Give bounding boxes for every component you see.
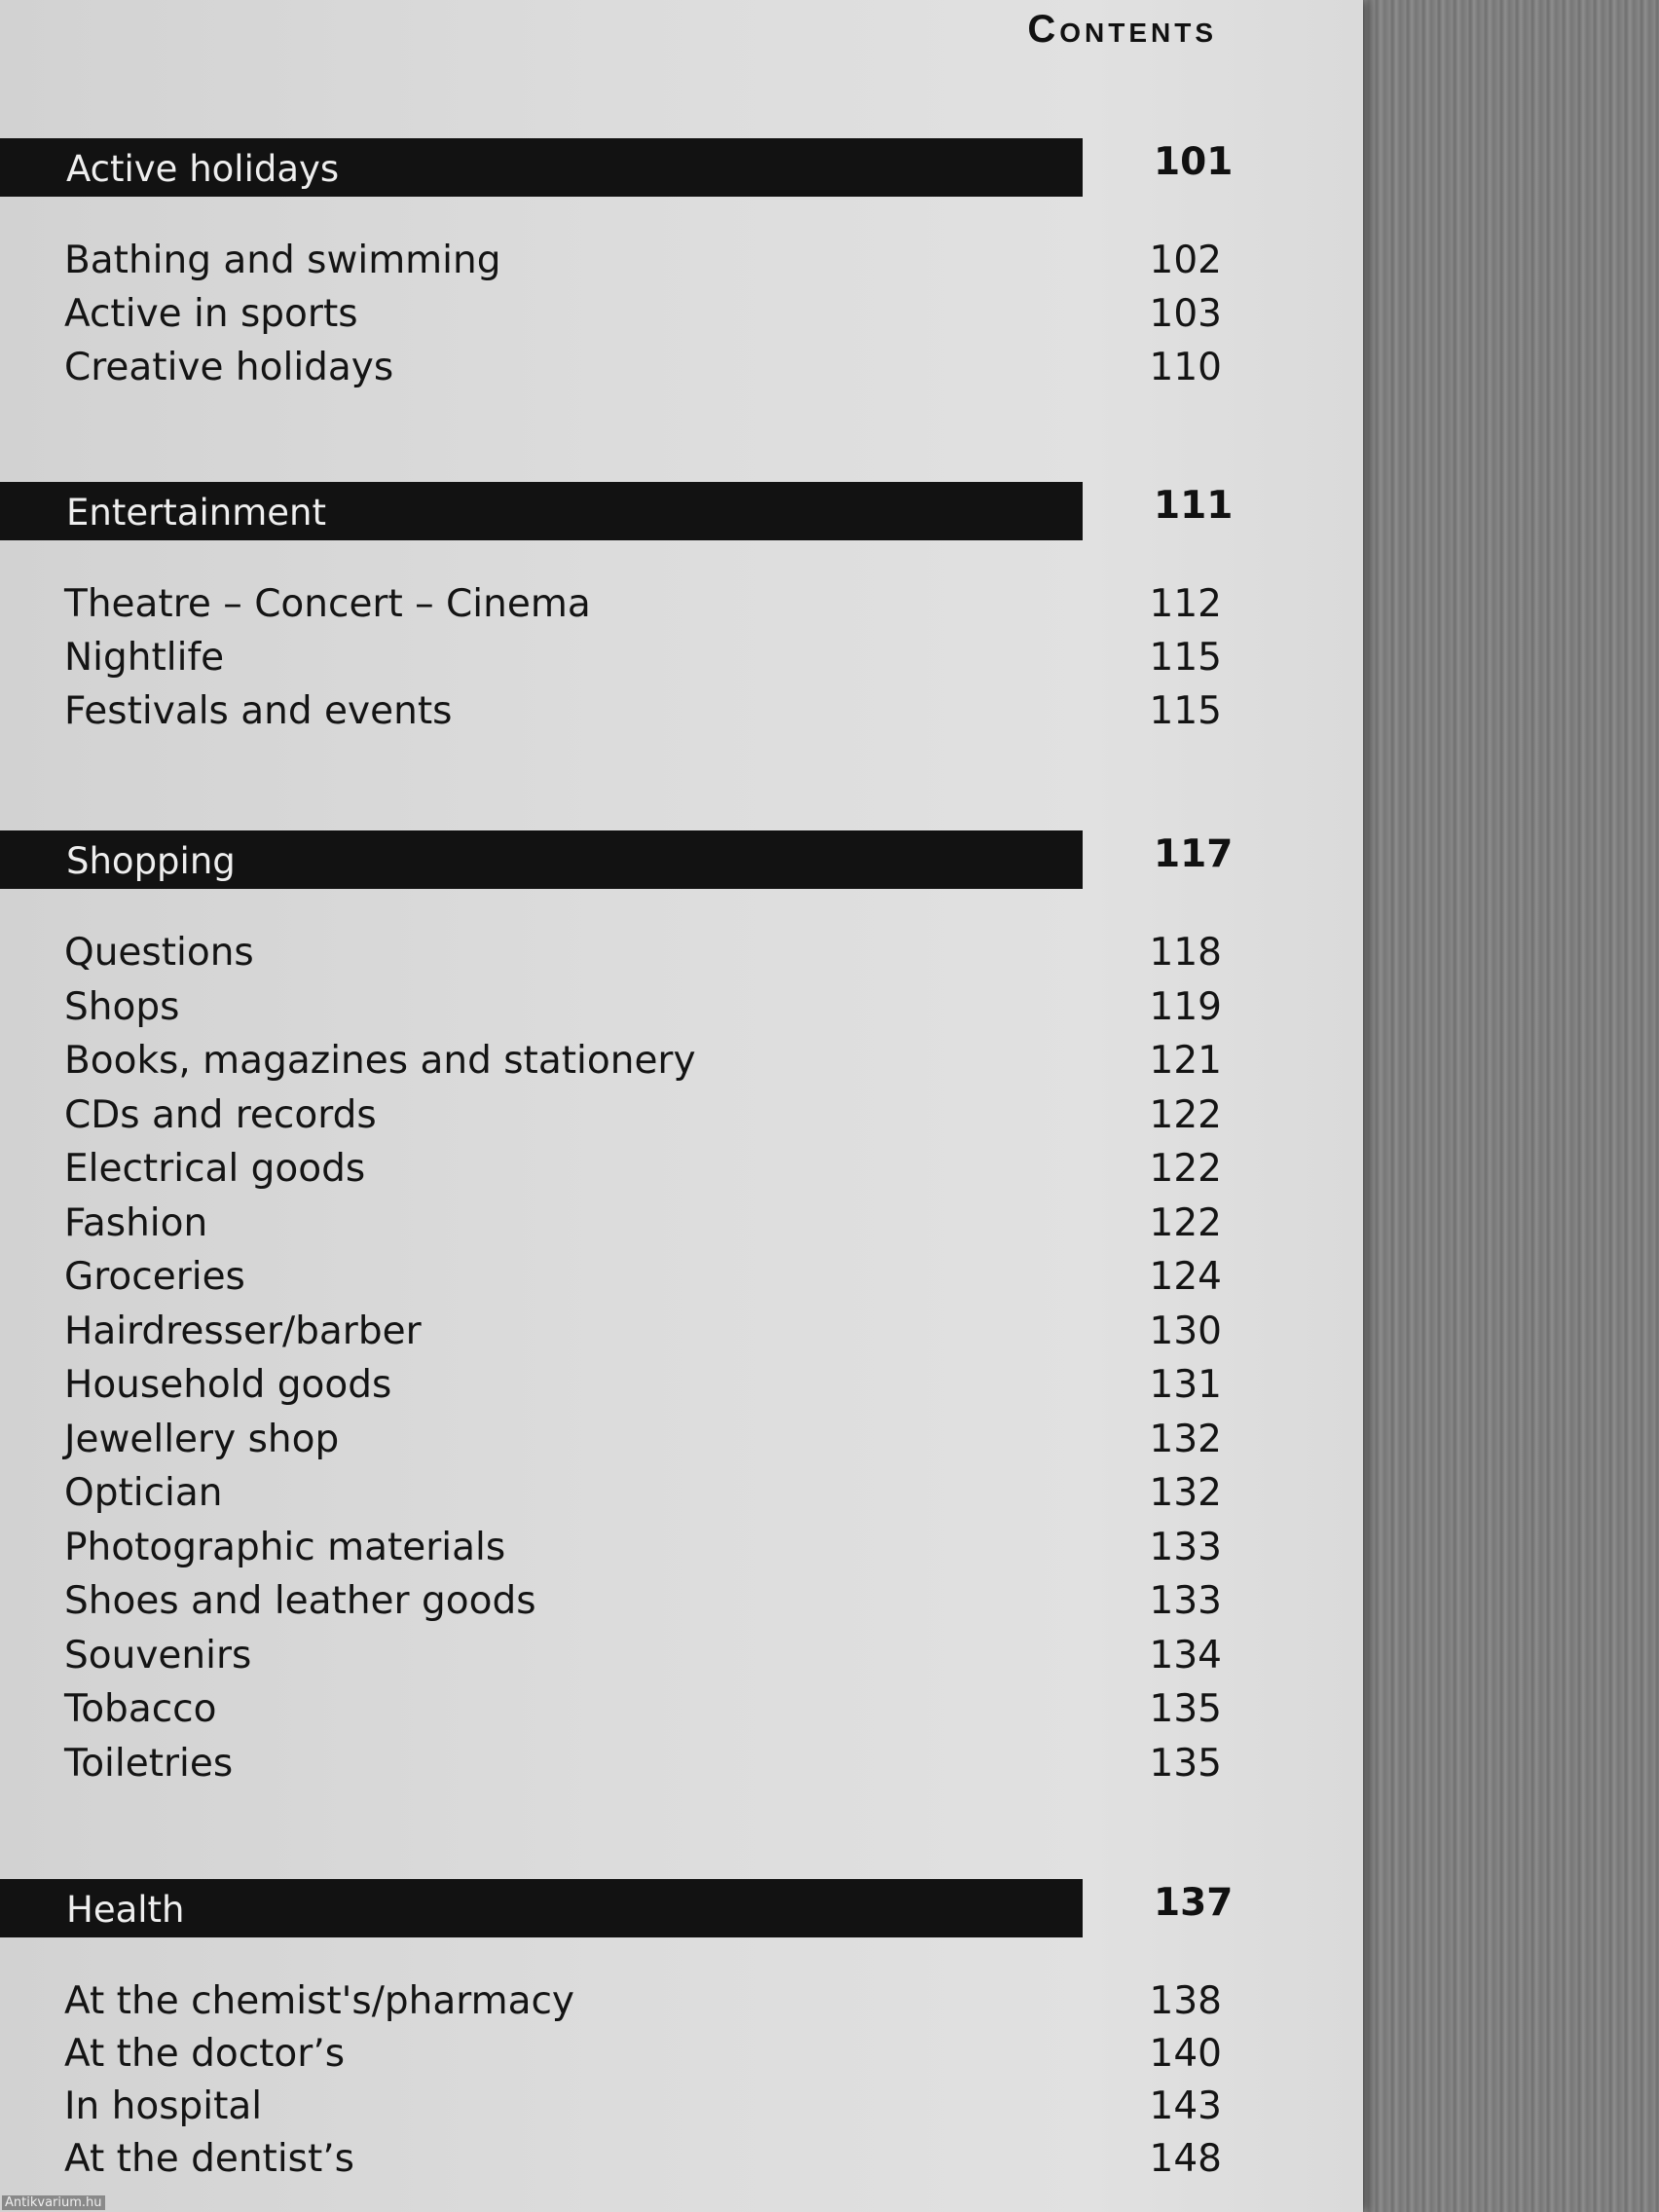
entry-page-number: 112 (1149, 582, 1222, 626)
list-item (0, 1093, 1363, 1147)
entry-label: In hospital (64, 2084, 263, 2128)
entry-page-number: 103 (1149, 292, 1222, 336)
section-page-number: 101 (1154, 140, 1234, 184)
entry-label: Groceries (64, 1255, 245, 1299)
entry-page-number: 132 (1149, 1471, 1222, 1515)
entry-page-number: 115 (1149, 636, 1222, 680)
entry-page-number: 130 (1149, 1309, 1222, 1353)
list-item (0, 1039, 1363, 1092)
entry-page-number: 118 (1149, 931, 1222, 975)
entry-page-number: 132 (1149, 1417, 1222, 1461)
entry-page-number: 133 (1149, 1579, 1222, 1623)
list-item (0, 689, 1363, 743)
entry-label: Fashion (64, 1200, 208, 1245)
list-item (0, 1255, 1363, 1309)
watermark: Antikvarium.hu (2, 2195, 105, 2210)
entry-page-number: 135 (1149, 1741, 1222, 1786)
section-title: Shopping (66, 840, 236, 882)
entry-page-number: 140 (1149, 2032, 1222, 2076)
entry-page-number: 122 (1149, 1092, 1222, 1137)
entry-label: Optician (64, 1471, 223, 1515)
entry-label: Tobacco (64, 1687, 217, 1731)
list-item (0, 2084, 1363, 2138)
entry-page-number: 134 (1149, 1633, 1222, 1677)
list-item (0, 1526, 1363, 1579)
section-page-number: 111 (1154, 484, 1234, 528)
entry-label: Electrical goods (64, 1147, 366, 1191)
list-item (0, 292, 1363, 346)
section-bar (0, 1879, 1083, 1937)
entry-page-number: 131 (1149, 1363, 1222, 1407)
entry-label: At the dentist’s (64, 2137, 355, 2181)
section-title: Entertainment (66, 492, 326, 534)
entry-label: Jewellery shop (64, 1417, 340, 1461)
entry-label: Hairdresser/barber (64, 1309, 422, 1353)
list-item (0, 1634, 1363, 1687)
entry-label: Household goods (64, 1363, 392, 1407)
entry-label: Nightlife (64, 636, 225, 680)
entry-label: Festivals and events (64, 689, 453, 733)
entry-label: At the chemist's/pharmacy (64, 1979, 574, 2023)
entry-page-number: 115 (1149, 689, 1222, 733)
section-bar (0, 482, 1083, 540)
entry-page-number: 148 (1149, 2137, 1222, 2181)
entry-page-number: 138 (1149, 1979, 1222, 2023)
section-title: Active holidays (66, 148, 340, 190)
entry-page-number: 122 (1149, 1147, 1222, 1191)
entry-label: Active in sports (64, 292, 358, 336)
list-item (0, 985, 1363, 1039)
list-item (0, 1687, 1363, 1741)
list-item (0, 346, 1363, 399)
list-item (0, 1742, 1363, 1795)
entry-page-number: 102 (1149, 239, 1222, 282)
entry-label: At the doctor’s (64, 2032, 346, 2076)
list-item (0, 1309, 1363, 1363)
entry-page-number: 143 (1149, 2084, 1222, 2128)
section-title: Health (66, 1889, 185, 1931)
section-bar (0, 830, 1083, 889)
list-item (0, 1579, 1363, 1633)
list-item (0, 582, 1363, 636)
list-item (0, 2032, 1363, 2085)
background-surface (1358, 0, 1659, 2212)
list-item (0, 1418, 1363, 1471)
list-item (0, 1147, 1363, 1200)
entry-label: Shops (64, 984, 180, 1029)
entry-page-number: 110 (1149, 346, 1222, 389)
entry-label: CDs and records (64, 1092, 377, 1137)
entry-label: Books, magazines and stationery (64, 1039, 696, 1083)
list-item (0, 239, 1363, 292)
entry-label: Photographic materials (64, 1525, 506, 1569)
entry-label: Bathing and swimming (64, 239, 501, 282)
entry-page-number: 122 (1149, 1200, 1222, 1245)
entry-label: Creative holidays (64, 346, 394, 389)
list-item (0, 931, 1363, 984)
entry-label: Toiletries (64, 1741, 234, 1786)
entry-page-number: 119 (1149, 984, 1222, 1029)
list-item (0, 1201, 1363, 1255)
entry-label: Questions (64, 931, 254, 975)
section-bar (0, 138, 1083, 197)
list-item (0, 2137, 1363, 2191)
entry-page-number: 135 (1149, 1687, 1222, 1731)
entry-label: Shoes and leather goods (64, 1579, 536, 1623)
entry-page-number: 124 (1149, 1255, 1222, 1299)
list-item (0, 1363, 1363, 1417)
entry-label: Theatre – Concert – Cinema (64, 582, 591, 626)
entry-page-number: 133 (1149, 1525, 1222, 1569)
list-item (0, 1979, 1363, 2033)
section-page-number: 137 (1154, 1881, 1234, 1925)
section-page-number: 117 (1154, 832, 1234, 876)
entry-page-number: 121 (1149, 1039, 1222, 1083)
entry-label: Souvenirs (64, 1633, 252, 1677)
list-item (0, 636, 1363, 689)
list-item (0, 1471, 1363, 1525)
page-header: Contents (1027, 8, 1217, 51)
